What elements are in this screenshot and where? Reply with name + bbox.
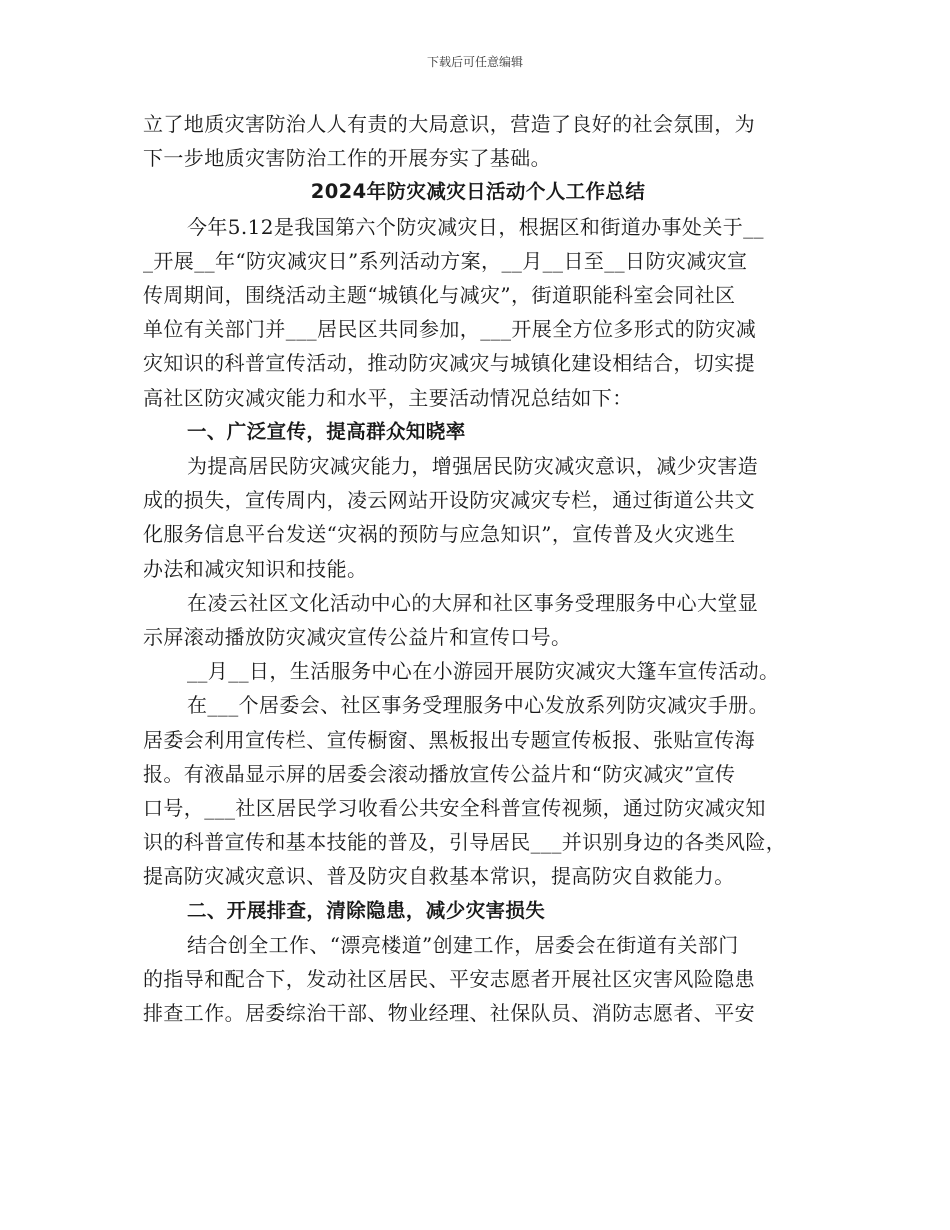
body-line: 成的损失，宣传周内，凌云网站开设防灾减灾专栏，通过街道公共文 [143,488,755,513]
body-line: 报。有液晶显示屏的居委会滚动播放宣传公益片和“防灾减灾”宣传 [143,761,736,786]
body-line: 示屏滚动播放防灾减灾宣传公益片和宣传口号。 [143,625,572,650]
body-line: 在凌云社区文化活动中心的大屏和社区事务受理服务中心大堂显 [187,590,759,615]
body-line: 高社区防灾减灾能力和水平，主要活动情况总结如下： [143,385,633,410]
body-line: 灾知识的科普宣传活动，推动防灾减灾与城镇化建设相结合，切实提 [143,351,755,376]
section-heading-1: 一、广泛宣传，提高群众知晓率 [187,419,466,443]
body-line: 传周期间，围绕活动主题“城镇化与减灾”，街道职能科室会同社区 [143,283,736,308]
document-body [143,107,813,1030]
body-line: 结合创全工作、“漂亮楼道”创建工作，居委会在街道有关部门 [187,932,739,957]
body-line: 居委会利用宣传栏、宣传橱窗、黑板报出专题宣传板报、张贴宣传海 [143,727,755,752]
body-line: 下一步地质灾害防治工作的开展夯实了基础。 [143,146,551,171]
document-title: 2024年防灾减灾日活动个人工作总结 [310,180,646,204]
body-line: 识的科普宣传和基本技能的普及，引导居民___并识别身边的各类风险， [143,830,787,855]
body-line: 立了地质灾害防治人人有责的大局意识，营造了良好的社会氛围，为 [143,112,755,136]
page-header-note: 下载后可任意编辑 [426,55,523,69]
section-heading-2: 二、开展排查，清除隐患，减少灾害损失 [187,898,546,922]
body-line: 提高防灾减灾意识、普及防灾自救基本常识，提高防灾自救能力。 [143,864,735,889]
body-line: 化服务信息平台发送“灾祸的预防与应急知识”，宣传普及火灾逃生 [143,522,736,547]
body-line: 在___个居委会、社区事务受理服务中心发放系列防灾减灾手册。 [187,693,769,718]
body-line: 口号，___社区居民学习收看公共安全科普宣传视频，通过防灾减灾知 [143,796,766,821]
body-line: _开展__年“防灾减灾日”系列活动方案，__月__日至__日防灾减灾宣 [143,248,748,273]
body-line: 办法和减灾知识和技能。 [143,556,368,581]
body-line: 排查工作。居委综治干部、物业经理、社保队员、消防志愿者、平安 [143,1001,755,1026]
body-line: 单位有关部门并___居民区共同参加，___开展全方位多形式的防灾减 [143,317,757,342]
body-line: 的指导和配合下，发动社区居民、平安志愿者开展社区灾害风险隐患 [143,967,755,992]
body-line: 为提高居民防灾减灾能力，增强居民防灾减灾意识，减少灾害造 [187,454,759,479]
body-line: __月__日，生活服务中心在小游园开展防灾减灾大篷车宣传活动。 [187,659,780,684]
body-line: 今年5.12是我国第六个防灾减灾日，根据区和街道办事处关于__ [187,214,764,239]
